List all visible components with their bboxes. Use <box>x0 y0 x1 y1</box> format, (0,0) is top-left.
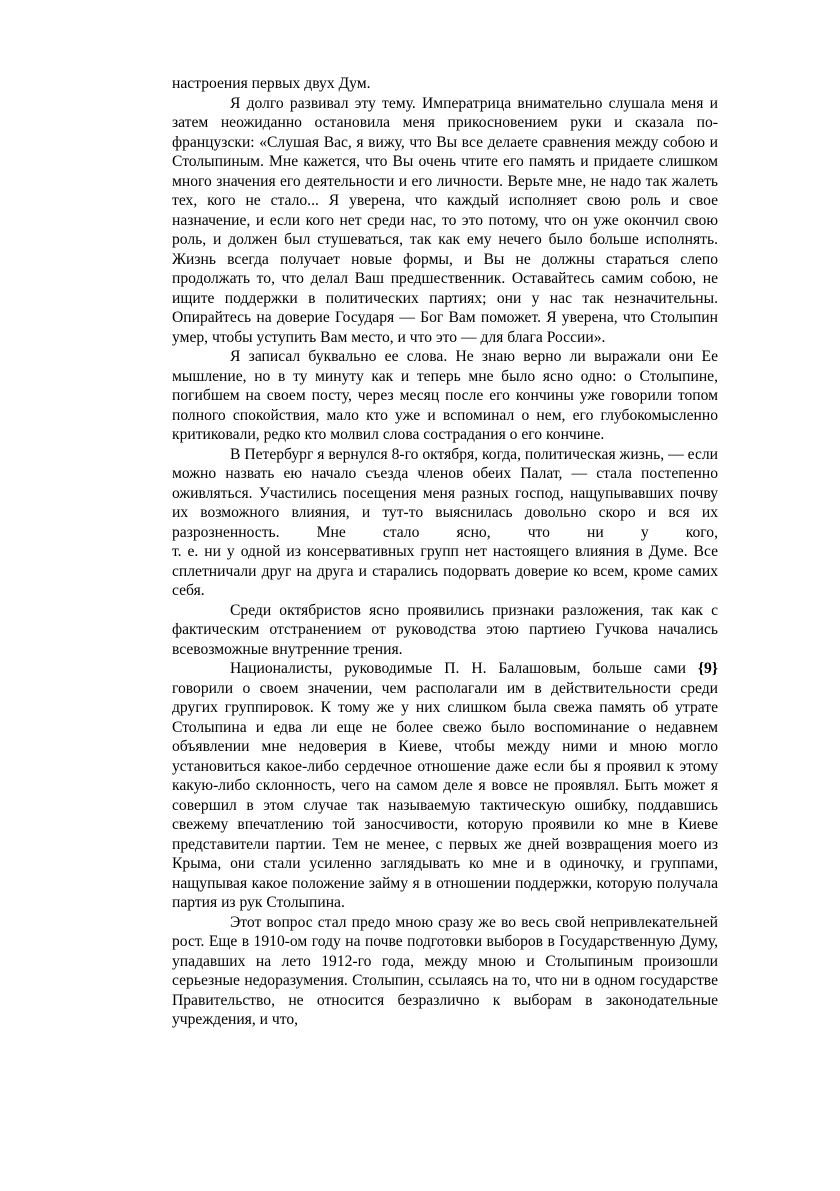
paragraph-7-start: Националисты, руководимые П. Н. Балашовым, больше сами <box>230 660 686 677</box>
paragraph-2: Я долго развивал эту тему. Императрица внимательно слушала меня и затем неожиданно остановила меня прикосновением руки и сказала по-французски: «Слушая Вас, я вижу, что Вы все делаете сравнения между собою и Столыпиным. Мне кажется, что Вы очень чтите его память и придаете слишком много значения его деятельности и его личности. Верьте мне, не надо так жалеть тех, кого не стало... Я уверена, что каждый исполняет свою роль и свое назначение, и если кого нет среди нас, то это потому, что он уже окончил свою роль, и должен был стушеваться, так как ему нечего было больше исполнять. Жизнь всегда получает новые формы, и Вы не должны стараться слепо продолжать то, что делал Ваш предшественник. Оставайтесь самим собою, не ищите поддержки в политических партиях; они у нас так незначительны. Опирайтесь на доверие Государя — Бог Вам поможет. Я уверена, что Столыпин умер, чтобы уступить Вам место, и что это — для блага России». <box>172 94 718 346</box>
document-page <box>172 74 718 1030</box>
paragraph-7-rest: говорили о своем значении, чем располагали им в действительности среди других группировок. К тому же у них слишком была свежа память об утрате Столыпина и едва ли еще не более свежо было воспоминание о недавнем объявлении мне недоверия в Киеве, чтобы между ними и мною могло установиться какое-либо сердечное отношение даже если бы я проявил к этому какую-либо склонность, чего на самом деле я вовсе не проявлял. Быть может я совершил в этом случае так называемую тактическую ошибку, поддавшись свежему впечатлению той заносчивости, которую проявили ко мне в Киеве представители партии. Тем не менее, с первых же дней возвращения моего из Крыма, они стали усиленно заглядывать ко мне и в одиночку, и группами, нащупывая какое положение займу я в отношении поддержки, которую получала партия из рук Столыпина. <box>172 679 718 911</box>
paragraph-3: Я записал буквально ее слова. Не знаю верно ли выражали они Ее мышление, но в ту минуту как и теперь мне было ясно одно: о Столыпине, погибшем на своем посту, через месяц после его кончины уже говорили топом полного спокойствия, мало кто уже и вспоминал о нем, его глубокомысленно критиковали, редко кто молвил слова сострадания о его кончине. <box>172 348 718 443</box>
paragraph-1: настроения первых двух Дум. <box>172 75 371 92</box>
paragraph-7 <box>172 659 718 913</box>
paragraph-6: Среди октябристов ясно проявились признаки разложения, так как с фактическим отстранением от руководства этою партиею Гучкова начались всевозможные внутренние трения. <box>172 601 718 658</box>
paragraph-8: Этот вопрос стал предо мною сразу же во весь свой непривлекательней рост. Еще в 1910-ом году на почве подготовки выборов в Государственную Думу, упадавших на лето 1912-го года, между мною и Столыпиным произошли серьезные недоразумения. Столыпин, ссылаясь на то, что ни в одном государстве Правительство, не относится безразлично к выборам в законодательные учреждения, и что, <box>172 913 718 1028</box>
paragraph-5: т. е. ни у одной из консервативных групп нет настоящего влияния в Думе. Все сплетничали друг на друга и старались подорвать доверие ко всем, кроме самих себя. <box>172 543 718 599</box>
page-number-marker: {9} <box>697 660 718 677</box>
paragraph-4: В Петербург я вернулся 8-го октября, когда, политическая жизнь, — если можно назвать ею начало съезда членов обеих Палат, — стала постепенно оживляться. Участились посещения меня разных господ, нащупывавших почву их возможного влияния, и тут-то выяснилась довольно скоро и вся их разрозненность. Мне стало ясно, что ни у кого, <box>172 445 718 541</box>
